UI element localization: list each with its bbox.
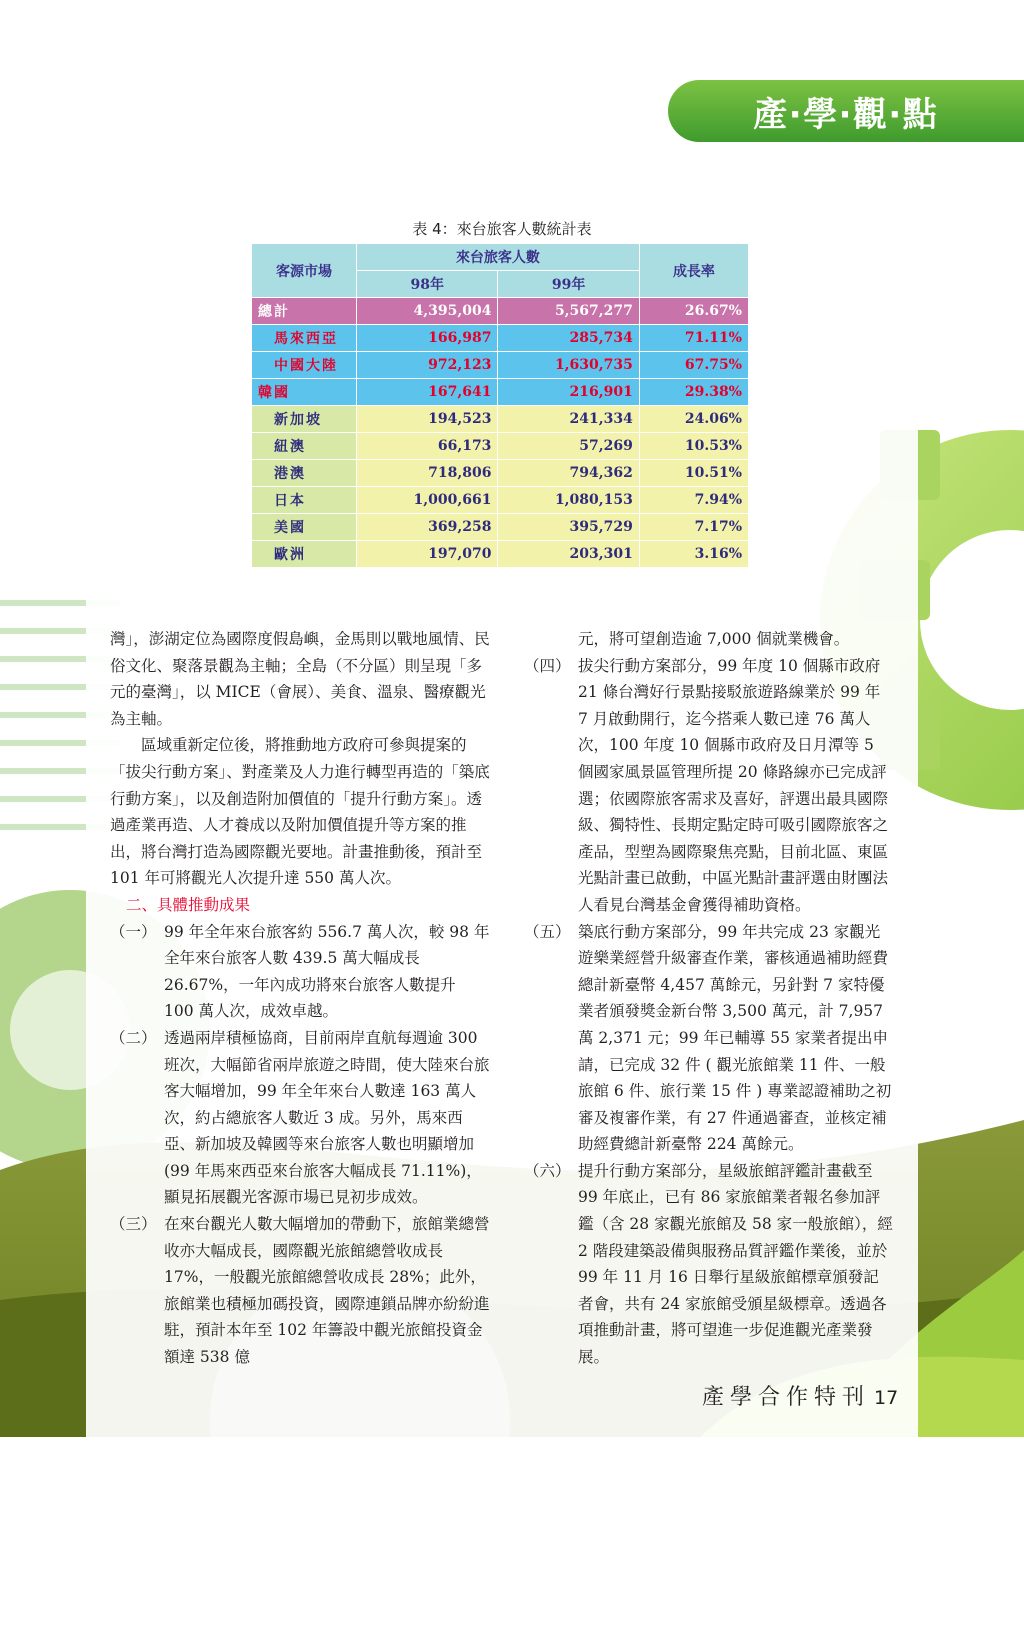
row-value-99: 1,080,153 xyxy=(498,487,639,514)
list-item xyxy=(110,919,490,1025)
list-item xyxy=(110,1211,490,1371)
row-label: 紐澳 xyxy=(252,433,357,460)
page-footer xyxy=(702,1380,898,1411)
row-value-98: 369,258 xyxy=(357,514,498,541)
table-row xyxy=(252,325,749,352)
row-label: 韓國 xyxy=(252,379,357,406)
right-text-column xyxy=(524,626,894,1371)
list-item xyxy=(110,1025,490,1211)
row-value-98: 166,987 xyxy=(357,325,498,352)
table-caption: 表 4：來台旅客人數統計表 xyxy=(412,220,592,238)
list-item xyxy=(524,1158,894,1371)
row-growth: 71.11% xyxy=(639,325,748,352)
row-value-98: 197,070 xyxy=(357,541,498,568)
header-market: 客源市場 xyxy=(252,244,357,298)
paragraph: 灣」，澎湖定位為國際度假島嶼，金馬則以戰地風情、民俗文化、聚落景觀為主軸；全島（不分區）則呈現「多元的臺灣」，以 MICE（會展）、美食、溫泉、醫療觀光為主軸。 xyxy=(110,630,490,728)
list-text: 在來台觀光人數大幅增加的帶動下，旅館業總營收亦大幅成長，國際觀光旅館總營收成長 17%，一般觀光旅館總營收成長 28%；此外，旅館業也積極加碼投資，國際連鎖品牌亦紛紛進駐，預計本年至 102 年籌設中觀光旅館投資金額達 538 億 xyxy=(164,1215,490,1367)
row-value-99: 216,901 xyxy=(498,379,639,406)
row-label: 馬來西亞 xyxy=(252,325,357,352)
row-value-99: 5,567,277 xyxy=(498,298,639,325)
paragraph: 元，將可望創造逾 7,000 個就業機會。 xyxy=(578,630,850,648)
row-label: 日本 xyxy=(252,487,357,514)
page-number: 17 xyxy=(874,1387,899,1409)
section-header-label: 產‧學‧觀‧點 xyxy=(753,94,939,135)
row-value-99: 203,301 xyxy=(498,541,639,568)
list-item xyxy=(524,653,894,919)
section-heading: 二、具體推動成果 xyxy=(126,895,251,914)
table-row xyxy=(252,487,749,514)
row-value-99: 794,362 xyxy=(498,460,639,487)
row-value-98: 4,395,004 xyxy=(357,298,498,325)
row-growth: 29.38% xyxy=(639,379,748,406)
row-growth: 24.06% xyxy=(639,406,748,433)
row-value-99: 1,630,735 xyxy=(498,352,639,379)
row-growth: 3.16% xyxy=(639,541,748,568)
list-marker: （一） xyxy=(110,922,157,941)
list-marker: （五） xyxy=(524,922,571,941)
list-marker: （三） xyxy=(110,1215,157,1234)
row-label: 美國 xyxy=(252,514,357,541)
row-value-98: 972,123 xyxy=(357,352,498,379)
list-text: 透過兩岸積極協商，目前兩岸直航每週逾 300 班次，大幅節省兩岸旅遊之時間，使大陸來台旅客大幅增加，99 年全年來台人數達 163 萬人次，約占總旅客人數近 3 成。另外，馬來西亞、新加坡及韓國等來台旅客人數也明顯增加 (99 年馬來西亞來台旅客大幅成長 71.11%)，顯見拓展觀光客源市場已見初步成效。 xyxy=(164,1028,490,1207)
list-marker: （二） xyxy=(110,1028,157,1047)
header-visitors: 來台旅客人數 xyxy=(357,244,640,271)
list-marker: （四） xyxy=(524,656,571,675)
row-growth: 7.17% xyxy=(639,514,748,541)
list-marker: （六） xyxy=(524,1161,571,1180)
row-label: 港澳 xyxy=(252,460,357,487)
row-value-98: 167,641 xyxy=(357,379,498,406)
table-row xyxy=(252,406,749,433)
row-label: 總計 xyxy=(252,298,357,325)
paragraph: 區域重新定位後，將推動地方政府可參與提案的「拔尖行動方案」、對產業及人力進行轉型再造的「築底行動方案」，以及創造附加價值的「提升行動方案」。透過產業再造、人才養成以及附加價值提升等方案的推出，將台灣打造為國際觀光要地。計畫推動後，預計至 101 年可將觀光人次提升達 550 萬人次。 xyxy=(110,736,490,888)
row-growth: 26.67% xyxy=(639,298,748,325)
list-text: 99 年全年來台旅客約 556.7 萬人次，較 98 年全年來台旅客人數 439.5 萬大幅成長 26.67%，一年內成功將來台旅客人數提升 100 萬人次，成效卓越。 xyxy=(164,922,490,1021)
table-row xyxy=(252,352,749,379)
table-row xyxy=(252,379,749,406)
left-text-column xyxy=(110,626,490,1371)
list-text: 拔尖行動方案部分，99 年度 10 個縣市政府 21 條台灣好行景點接駁旅遊路線業於 99 年 7 月啟動開行，迄今搭乘人數已達 76 萬人次，100 年度 10 個縣市政府及日月潭等 5 個國家風景區管理所提 20 條路線亦已完成評選；依國際旅客需求及喜好，評選出最具國際級、獨特性、長期定點定時可吸引國際旅客之產品，型塑為國際聚焦亮點，目前北區、東區光點計畫已啟動，中區光點計畫評選由財團法人看見台灣基金會獲得補助資格。 xyxy=(578,656,889,914)
header-year-98: 98年 xyxy=(357,271,498,298)
row-value-98: 66,173 xyxy=(357,433,498,460)
table-row xyxy=(252,433,749,460)
publication-title: 產學合作特刊 xyxy=(702,1385,871,1410)
row-growth: 10.53% xyxy=(639,433,748,460)
table-row-total xyxy=(252,298,749,325)
row-value-98: 1,000,661 xyxy=(357,487,498,514)
row-label: 新加坡 xyxy=(252,406,357,433)
row-value-99: 241,334 xyxy=(498,406,639,433)
table-row xyxy=(252,514,749,541)
section-header-tab xyxy=(668,80,1024,142)
header-growth: 成長率 xyxy=(639,244,748,298)
row-value-98: 718,806 xyxy=(357,460,498,487)
row-value-99: 395,729 xyxy=(498,514,639,541)
row-label: 中國大陸 xyxy=(252,352,357,379)
table-row xyxy=(252,460,749,487)
row-value-99: 57,269 xyxy=(498,433,639,460)
header-year-99: 99年 xyxy=(498,271,639,298)
row-value-98: 194,523 xyxy=(357,406,498,433)
list-text: 築底行動方案部分，99 年共完成 23 家觀光遊樂業經營升級審查作業，審核通過補助經費總計新臺幣 4,457 萬餘元，另針對 7 家特優業者頒發獎金新台幣 3,500 萬元，計 7,957 萬 2,371 元；99 年已輔導 55 家業者提出申請，已完成 32 件 ( 觀光旅館業 11 件、一般旅館 6 件、旅行業 15 件 ) 專業認證補助之初審及複審作業，有 27 件通過審查，並核定補助經費總計新臺幣 224 萬餘元。 xyxy=(578,922,892,1154)
row-growth: 10.51% xyxy=(639,460,748,487)
table-row xyxy=(252,541,749,568)
list-text: 提升行動方案部分，星級旅館評鑑計畫截至 99 年底止，已有 86 家旅館業者報名參加評鑑（含 28 家觀光旅館及 58 家一般旅館），經 2 階段建築設備與服務品質評鑑作業後，並於 99 年 11 月 16 日舉行星級旅館標章頒發記者會，共有 24 家旅館受頒星級標章。透過各項推動計畫，將可望進一步促進觀光產業發展。 xyxy=(578,1161,893,1367)
row-growth: 7.94% xyxy=(639,487,748,514)
row-growth: 67.75% xyxy=(639,352,748,379)
row-label: 歐洲 xyxy=(252,541,357,568)
row-value-99: 285,734 xyxy=(498,325,639,352)
list-item xyxy=(524,919,894,1158)
visitor-statistics-table xyxy=(251,243,749,568)
